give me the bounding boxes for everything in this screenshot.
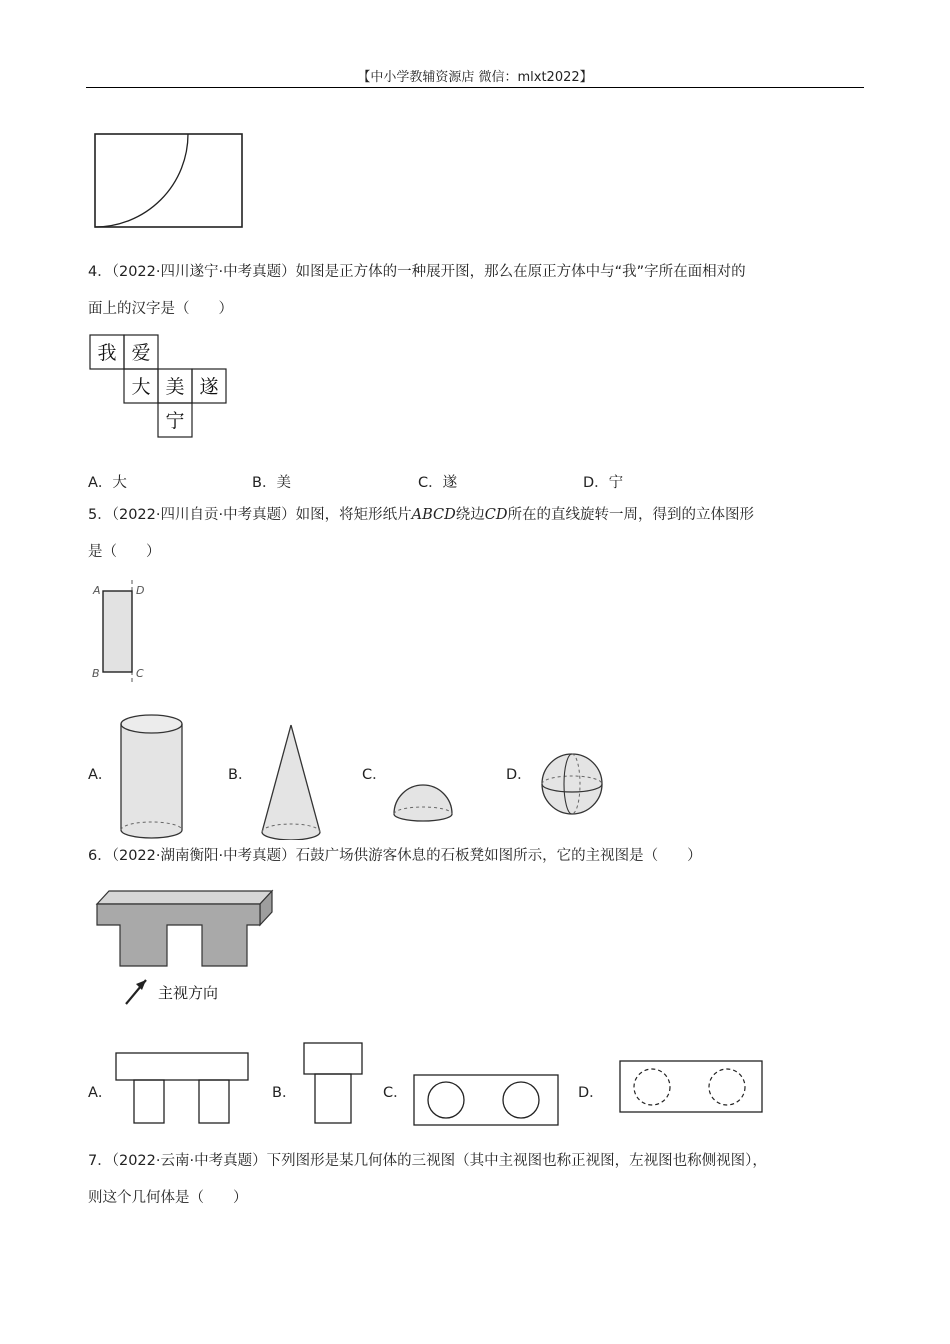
- label-c: C: [136, 667, 144, 680]
- hemisphere-figure: [388, 770, 460, 826]
- net-face-6: 宁: [165, 410, 185, 432]
- header-divider: [86, 87, 864, 88]
- q6-option-b[interactable]: B．: [272, 1085, 297, 1101]
- page-header: 【中小学教辅资源店 微信：mlxt2022】: [357, 70, 593, 85]
- rectangle-abcd-figure: [88, 578, 158, 684]
- q6-option-a[interactable]: A．: [88, 1085, 113, 1101]
- sphere-figure: [536, 748, 608, 820]
- q4-stem-line1: 4．（2022·四川遂宁·中考真题）如图是正方体的一种展开图，那么在原正方体中与“我”字所在面相对的: [88, 264, 746, 280]
- label-a: A: [93, 584, 101, 597]
- q4-stem-line2: 面上的汉字是（ ）: [88, 301, 233, 317]
- q5-stem-line1: [88, 505, 754, 525]
- rectangle-arc-figure: [90, 130, 250, 232]
- q4-option-a[interactable]: A．大: [88, 475, 127, 491]
- net-face-1: 我: [97, 342, 117, 364]
- q4-option-c[interactable]: C．遂: [418, 475, 458, 491]
- q7-stem-line2: 则这个几何体是（ ）: [88, 1190, 248, 1206]
- front-view-b-figure: [300, 1040, 368, 1126]
- q6-stem-line1: 6．（2022·湖南衡阳·中考真题）石鼓广场供游客休息的石板凳如图所示，它的主视图是（ ）: [88, 848, 702, 864]
- q5-option-a[interactable]: A．: [88, 767, 113, 783]
- q7-stem-line1: 7．（2022·云南·中考真题）下列图形是某几何体的三视图（其中主视图也称正视图，左视图也称侧视图），: [88, 1153, 767, 1169]
- front-view-d-figure: [616, 1058, 768, 1116]
- stone-bench-figure: [92, 886, 282, 1008]
- view-direction-label: 主视方向: [158, 984, 219, 1002]
- label-d: D: [136, 584, 145, 597]
- q6-option-c[interactable]: C．: [383, 1085, 408, 1101]
- net-face-2: 爱: [131, 342, 151, 364]
- net-face-4: 美: [165, 376, 185, 398]
- cone-figure: [256, 720, 328, 840]
- net-face-5: 遂: [199, 376, 219, 398]
- q5-stem-prefix: 5．（2022·四川自贡·中考真题）如图，将矩形纸片: [88, 507, 412, 523]
- q5-stem-line2: 是（ ）: [88, 544, 161, 560]
- net-face-3: 大: [131, 376, 151, 398]
- q5-option-d[interactable]: D．: [506, 767, 532, 783]
- q5-math-abcd: ABCD: [411, 507, 456, 523]
- q5-math-cd: CD: [484, 507, 508, 523]
- front-view-c-figure: [410, 1072, 562, 1128]
- cube-net-figure: [88, 333, 228, 439]
- q4-option-d[interactable]: D．宁: [583, 475, 624, 491]
- q5-stem-suffix: 所在的直线旋转一周，得到的立体图形: [507, 507, 754, 523]
- q5-stem-middle: 绕边: [455, 507, 485, 523]
- q6-option-d[interactable]: D．: [578, 1085, 604, 1101]
- q5-option-b[interactable]: B．: [228, 767, 253, 783]
- q5-option-c[interactable]: C．: [362, 767, 387, 783]
- q4-option-b[interactable]: B．美: [252, 475, 291, 491]
- cylinder-figure: [116, 710, 188, 840]
- front-view-a-figure: [112, 1050, 252, 1126]
- label-b: B: [92, 667, 100, 680]
